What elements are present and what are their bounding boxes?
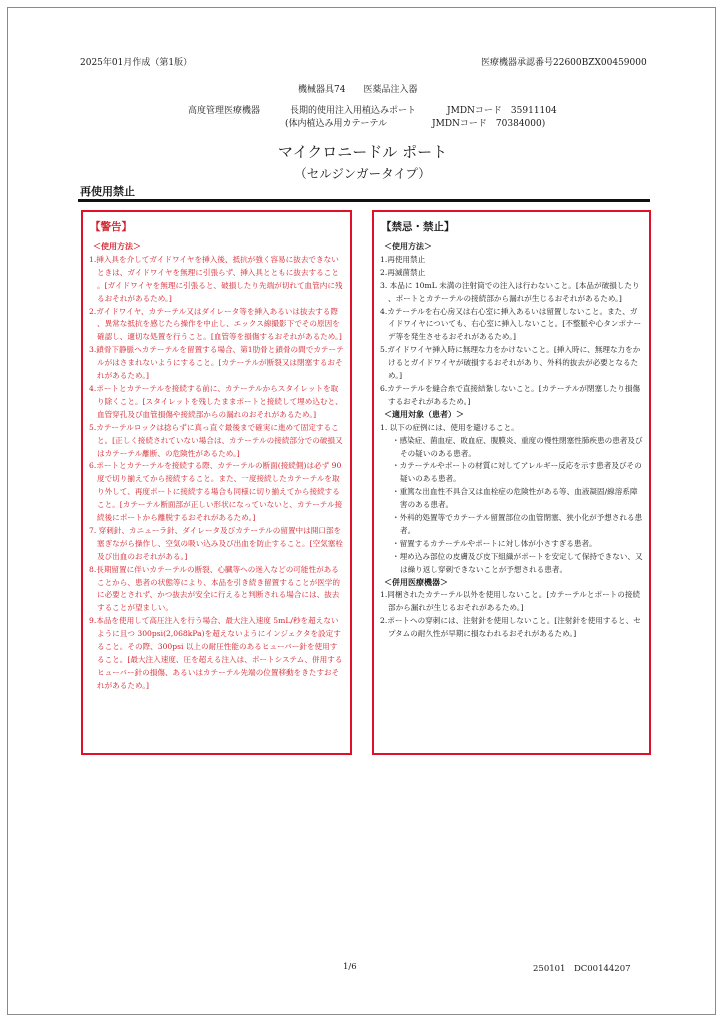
date-edition: 2025年01月作成（第1版） xyxy=(80,58,193,68)
page-number: 1/6 xyxy=(343,962,357,972)
contra-target-bullet: ・重篤な出血性不具合又は血栓症の危険性がある等、血液凝固/線溶系障害のある患者。 xyxy=(392,487,638,510)
jmdn-code-1: JMDNコード 35911104 xyxy=(447,106,557,116)
warning-item: 2.ガイドワイヤ、カテーテル又はダイレータ等を挿入あるいは抜去する際、異常な抵抗を感じたら操作を中止し、エックス線撮影下でその原因を確認し、適切な処置を行うこと。[血管等を損傷するおそれがあるため。] xyxy=(89,306,342,342)
approval-number: 医療機器承認番号22600BZX00459000 xyxy=(481,58,647,68)
warning-item: 8.長期留置に伴いカテーテルの断裂、心臓等への迷入などの可能性があることから、患者の状態等により、本品を引き続き留置することが医学的に必要とされず、かつ抜去が安全に行えると判断される場合には、抜去することが望ましい。 xyxy=(89,564,340,613)
contra-usage-heading: ＜使用方法＞ xyxy=(384,242,432,251)
product-subtitle: （セルジンガータイプ） xyxy=(294,166,431,181)
reuse-prohibited-label: 再使用禁止 xyxy=(80,185,135,198)
contra-target-bullet: ・カテーテルやポートの材質に対してアレルギー反応を示す患者及びその疑いのある患者。 xyxy=(392,461,642,484)
generic-name-1: 長期的使用注入用植込みポート xyxy=(290,106,417,116)
contra-target-bullet: ・外科的処置等でカテーテル留置部位の血管閉塞、狭小化が予想される患者。 xyxy=(392,513,643,535)
product-title: マイクロニードル ポート xyxy=(277,143,448,161)
warning-item: 7. 穿刺針、カニューラ針、ダイレータ及びカテーテルの留置中は開口部を塞ぎながら操作し、空気の吸い込み及び出血を防止すること。[空気塞栓及び出血のおそれがある。] xyxy=(89,525,343,561)
generic-name-2: (体内植込み用カテーテル xyxy=(285,119,388,129)
document-code: 250101 DC00144207 xyxy=(533,964,631,974)
contra-usage-item: 4.カテーテルを右心房又は右心室に挿入あるいは留置しないこと。また、ガイドワイヤについても、右心室に挿入しないこと。[不整脈や心タンポナーデ等を発生させるおそれがあるため。] xyxy=(380,306,642,342)
warning-item: 9.本品を使用して高圧注入を行う場合、最大注入速度 5mL/秒を超えないように且つ 300psi(2,068kPa)を超えないようにインジェクタを設定すること。その際、300psi 以上の耐圧性能のあるヒューバー針を使用すること。[最大注入速度、圧を超える注入は、ポートシステム、併用するヒューバー針の損傷、あるいはカテーテル先端の位置移動をきたすおそれがあるため。] xyxy=(89,616,343,690)
warning-item: 6.ポートとカテーテルを接続する際、カテーテルの断面(接続側)は必ず 90 度で切り揃えてから接続すること。また、一度接続したカテーテルを取り外して、再度ポートに接続する場合も同様に切り揃えてから接続すること。[カテーテル断面部が正しい形状になっていないと、カテーテル接続後にポートから離脱するおそれがあるため。] xyxy=(89,461,343,523)
contra-target-bullet: ・留置するカテーテルやポートに対し体が小さすぎる患者。 xyxy=(392,538,597,548)
contra-target-bullet: ・埋め込み部位の皮膚及び皮下組織がポートを安定して保持できない、又は繰り返し穿刺できないことが予想される患者。 xyxy=(392,551,643,574)
warning-item: 5.カテーテルロックは捻らずに真っ直ぐ最後まで確実に進めて固定すること。[正しく接続されていない場合は、カテーテルの接続部分での破損又はカテーテル離断、の危険性があるため。] xyxy=(89,422,343,458)
contra-target-intro: 1. 以下の症例には、使用を避けること。 xyxy=(380,422,519,432)
warning-title: 【警告】 xyxy=(90,221,132,233)
contra-usage-item: 3. 本品に 10mL 未満の注射筒での注入は行わないこと。[本品が破損したり、ポートとカテーテルの接続部から漏れが生じるおそれがあるため。] xyxy=(380,280,640,303)
contra-usage-item: 1.再使用禁止 xyxy=(380,254,426,264)
contra-target-bullet: ・感染症、菌血症、敗血症、腹膜炎、重度の慢性閉塞性肺疾患の患者及びその疑いのある患者。 xyxy=(392,435,643,458)
section-rule xyxy=(78,199,650,202)
contra-target-heading: ＜適用対象（患者）＞ xyxy=(384,409,464,419)
contra-combo-heading: ＜併用医療機器＞ xyxy=(384,577,448,587)
category-line: 機械器具74 医薬品注入器 xyxy=(298,85,418,95)
warning-item: 1.挿入具を介してガイドワイヤを挿入後、抵抗が強く容易に抜去できないときは、ガイドワイヤを無理に引張らず、挿入具とともに抜去すること。[ガイドワイヤを無理に引張ると、破損したり先端が切れて血管内に残るおそれがあるため。] xyxy=(89,254,343,303)
warning-box xyxy=(81,210,352,755)
contra-combo-item: 1.同梱されたカテーテル以外を使用しないこと。[カテーテルとポートの接続部から漏れが生じるおそれがあるため。] xyxy=(380,590,641,613)
contraindication-title: 【禁忌・禁止】 xyxy=(381,221,455,233)
contra-usage-item: 2.再滅菌禁止 xyxy=(380,267,426,277)
contra-usage-item: 6.カテーテルを縫合糸で直接結紮しないこと。[カテーテルが閉塞したり損傷するおそれがあるため。] xyxy=(380,383,641,406)
jmdn-code-2: JMDNコード 70384000) xyxy=(432,119,546,129)
warning-usage-heading: ＜使用方法＞ xyxy=(93,242,141,251)
contra-usage-item: 5.ガイドワイヤ挿入時に無理な力をかけないこと。[挿入時に、無理な力をかけるとガイドワイヤが破損するおそれがあり、外科的抜去が必要となるため。] xyxy=(380,345,641,381)
warning-item: 4.ポートとカテーテルを接続する前に、カテーテルからスタイレットを取り除くこと。[スタイレットを残したままポートと接続して埋め込むと、血管穿孔及び血管損傷や接続部からの漏れのおそれがあるため。] xyxy=(89,383,343,419)
contra-combo-item: 2.ポートへの穿刺には、注射針を使用しないこと。[注射針を使用すると、セプタムの耐久性が早期に損なわれるおそれがあるため。] xyxy=(380,616,641,639)
contraindication-box xyxy=(372,210,651,755)
class-label: 高度管理医療機器 xyxy=(188,106,261,116)
warning-item: 3.鎖骨下静脈へカテーテルを留置する場合、第1肋骨と鎖骨の間でカテーテルがはさまれないようにすること。[カテーテルが断裂又は閉塞するおそれがあるため。] xyxy=(89,345,344,381)
